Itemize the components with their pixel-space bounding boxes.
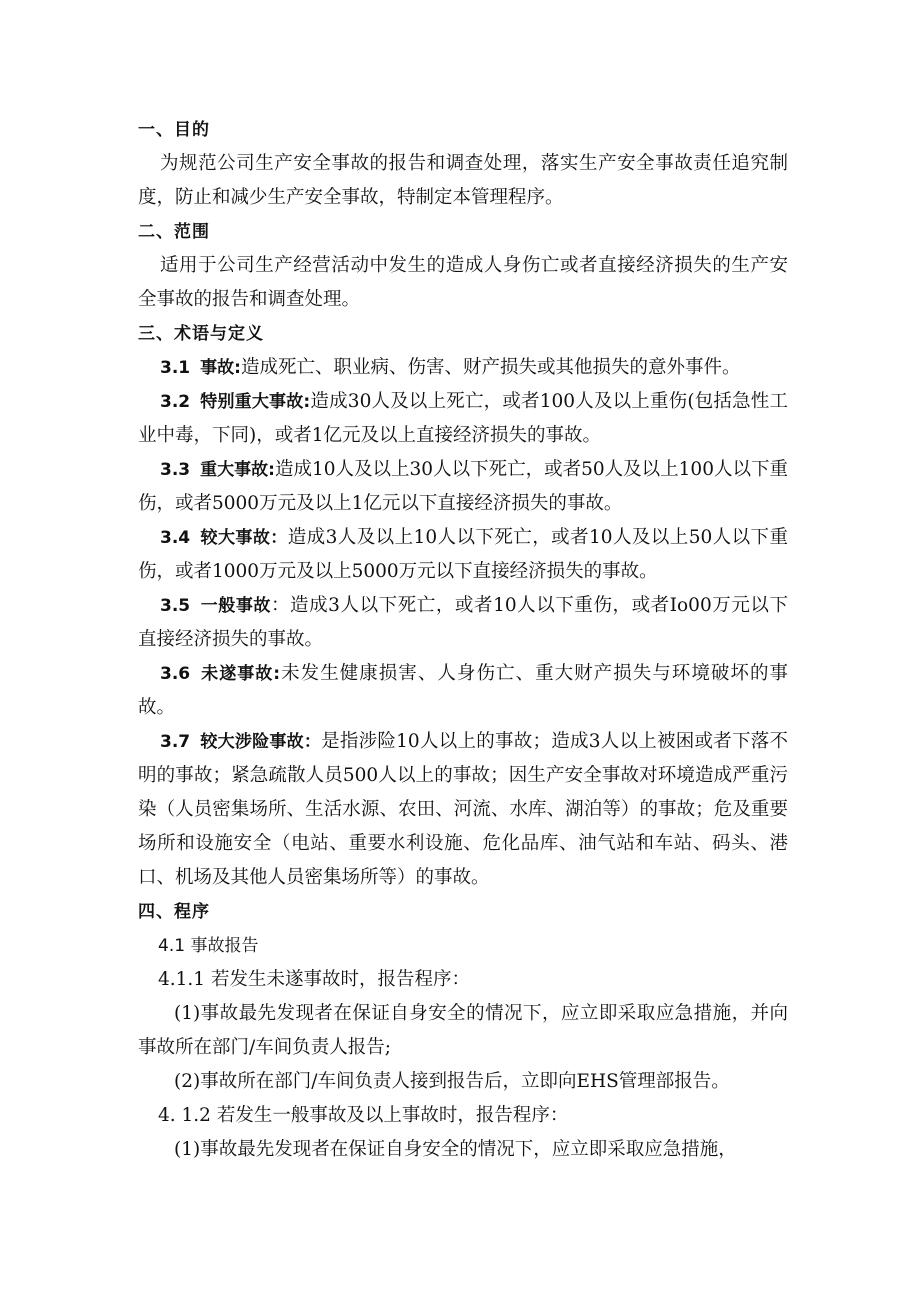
term-3-6: [138, 657, 788, 725]
term-name: 未遂事故:: [200, 664, 281, 684]
term-number: 3.6: [160, 664, 191, 684]
term-3-3: [138, 453, 788, 521]
term-number: 3.1: [160, 358, 191, 378]
section-4-title: 四、程序: [138, 902, 210, 922]
term-name: 重大事故:: [200, 460, 275, 480]
list-item: (1)事故最先发现者在保证自身安全的情况下，应立即采取应急措施，: [174, 1139, 737, 1160]
term-text: ：造成3人以下死亡，或者10人以下重伤，或者Io00万元以下直接经济损失的事故。: [138, 595, 788, 650]
term-number: 3.3: [160, 460, 191, 480]
list-item: (2)事故所在部门/车间负责人接到报告后，立即向EHS管理部报告。: [174, 1071, 730, 1092]
section-2-body: 适用于公司生产经营活动中发生的造成人身伤亡或者直接经济损失的生产安全事故的报告和调查处理。: [138, 255, 788, 310]
term-name: 较大涉险事故：: [200, 732, 322, 752]
list-item: (1)事故最先发现者在保证自身安全的情况下，应立即采取应急措施，并向事故所在部门/车间负责人报告;: [138, 1003, 788, 1058]
term-name: 较大事故：: [200, 528, 288, 548]
term-3-1: [138, 351, 788, 385]
term-text: 未发生健康损害、人身伤亡、重大财产损失与环境破坏的事故。: [138, 663, 788, 718]
subsection-4-1: 4.1 事故报告: [158, 936, 259, 956]
term-name: 一般事故: [200, 596, 271, 616]
subsection-4-1-2: 4. 1.2 若发生一般事故及以上事故时，报告程序：: [158, 1105, 569, 1126]
term-3-7: [138, 725, 788, 895]
section-3-title: 三、术语与定义: [138, 324, 264, 344]
term-text: 造成30人及以上死亡，或者100人及以上重伤(包括急性工业中毒，下同)，或者1亿元及以上直接经济损失的事故。: [138, 391, 788, 446]
term-3-4: [138, 521, 788, 589]
term-text: 是指涉险10人以上的事故；造成3人以上被困或者下落不明的事故；紧急疏散人员500人以上的事故；因生产安全事故对环境造成严重污染（人员密集场所、生活水源、农田、河流、水库、湖泊等）的事故；危及重要场所和设施安全（电站、重要水利设施、危化品库、油气站和车站、码头、港口、机场及其他人员密集场所等）的事故。: [138, 731, 788, 888]
term-name: 特别重大事故:: [200, 392, 311, 412]
term-text: 造成3人及以上10人以下死亡，或者10人及以上50人以下重伤，或者1000万元及以上5000万元以下直接经济损失的事故。: [138, 527, 788, 582]
term-number: 3.4: [160, 528, 191, 548]
section-2-title: 二、范围: [138, 222, 210, 242]
section-1-title: 一、目的: [138, 120, 210, 140]
term-number: 3.2: [160, 392, 191, 412]
term-text: 造成10人及以上30人以下死亡，或者50人及以上100人以下重伤，或者5000万元及以上1亿元以下直接经济损失的事故。: [138, 459, 788, 514]
document-body: [138, 113, 788, 1167]
term-text: 造成死亡、职业病、伤害、财产损失或其他损失的意外事件。: [240, 357, 741, 378]
term-name: 事故:: [200, 358, 241, 378]
term-3-5: [138, 589, 788, 657]
section-1-body: 为规范公司生产安全事故的报告和调查处理，落实生产安全事故责任追究制度，防止和减少生产安全事故，特制定本管理程序。: [138, 153, 788, 208]
term-number: 3.5: [160, 596, 191, 616]
subsection-4-1-1: 4.1.1 若发生未遂事故时，报告程序：: [158, 969, 470, 990]
term-3-2: [138, 385, 788, 453]
term-number: 3.7: [160, 732, 191, 752]
